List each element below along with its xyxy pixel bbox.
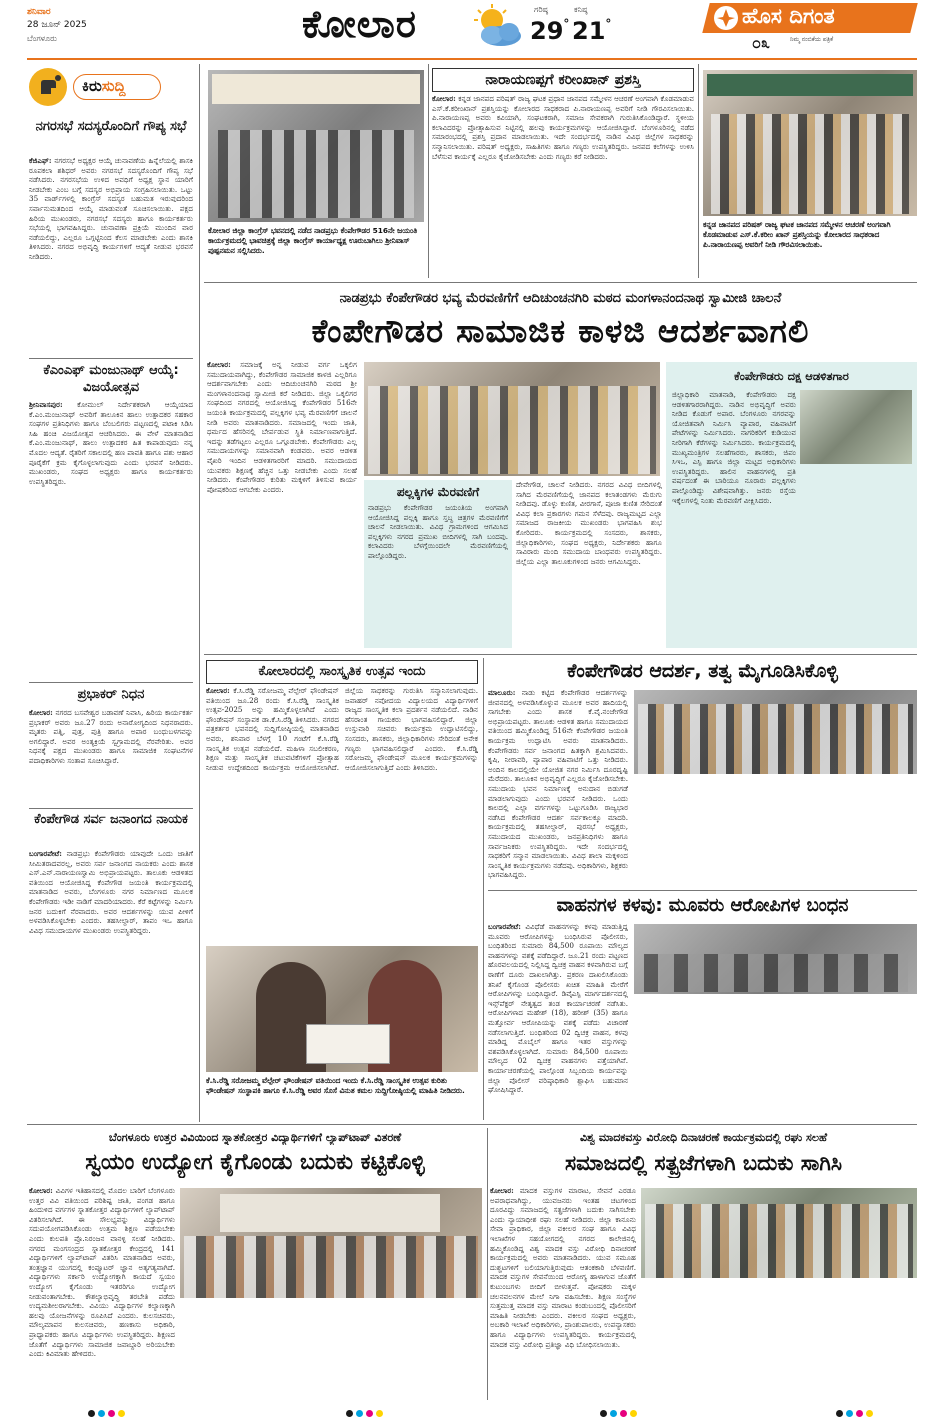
drugs-body-1 — [490, 1186, 636, 1398]
culture-body — [206, 686, 478, 940]
palanquin-box — [364, 480, 512, 648]
masthead-date: 28 ಜೂನ್ 2025 — [27, 20, 87, 30]
registration-dot — [630, 1410, 637, 1417]
laptop-body-1 — [29, 1186, 175, 1398]
brief-2-dateline: ಶ್ರೀನಿವಾಸಪುರ: — [29, 400, 63, 409]
column-rule — [483, 658, 484, 1120]
drugs-dateline: ಕೋಲಾರ: — [490, 1186, 514, 1195]
award-text: ಕನ್ನಡ ಜಾನಪದ ಪರಿಷತ್ ರಾಜ್ಯ ಘಟಕ ಪ್ರಧಾನ ಜಾನಪದ ಸಮ್ಮೇಳನ ಆಚರಣೆ ಅಂಗವಾಗಿ ಕೊಡಮಾಡುವ ಎಸ್.ಕೆ.ಕರೀಂಖಾನ್ ಪ್ರಶಸ್ತಿಯನ್ನು ಕೋಲಾರದ ಸಾಧಕರಾದ ಪಿ.ನಾರಾಯಣಪ್ಪ ಅವರಿಗೆ ನೀಡಿ ಗೌರವಿಸಲಾಯಿತು. ಪಿ.ನಾರಾಯಣಪ್ಪ ಅವರು ಕವಿಯಾಗಿ, ಸಂಘಟಕರಾಗಿ, ಸಮಾಜ ಸೇವಕರಾಗಿ ಗುರುತಿಸಿಕೊಂಡಿದ್ದಾರೆ. ಸ್ಥಳೀಯ ಕಲಾವಿದರನ್ನು ಪ್ರೋತ್ಸಾಹಿಸುವ ನಿಟ್ಟಿನಲ್ಲಿ ಹಲವು ಕಾರ್ಯಕ್ರಮಗಳನ್ನು ಆಯೋಜಿಸಿದ್ದಾರೆ. ಬೆಂಗಳೂರಿನಲ್ಲಿ ನಡೆದ ಸಮಾರಂಭದಲ್ಲಿ ಪ್ರಶಸ್ತಿ ಪ್ರದಾನ ಮಾಡಲಾಯಿತು. ಇದೇ ಸಂದರ್ಭದಲ್ಲಿ ನಾಡಿನ ವಿವಿಧ ಜಿಲ್ಲೆಗಳ ಸಾಧಕರನ್ನು ಸನ್ಮಾನಿಸಲಾಯಿತು. ಪರಿಷತ್ ಅಧ್ಯಕ್ಷರು, ಸಾಹಿತಿಗಳು ಹಾಗೂ ಗಣ್ಯರು ಉಪಸ್ಥಿತರಿದ್ದರು. ಜನಪದ ಕಲೆಗಳನ್ನು ಉಳಿಸಿ ಬೆಳೆಸುವ ಕಾರ್ಯಕ್ಕೆ ಎಲ್ಲರೂ ಕೈಜೋಡಿಸಬೇಕು ಎಂದು ಗಣ್ಯರು ಕರೆ ನೀಡಿದರು. — [432, 94, 694, 161]
brief-2 — [29, 362, 193, 674]
divider — [29, 808, 193, 809]
brief-1-dateline: ಕೆಜಿಎಫ್: — [29, 156, 52, 165]
people-graphic — [638, 704, 913, 774]
ideals-headline: ಕೆಂಪೇಗೌಡರ ಆದರ್ಶ, ತತ್ವ ಮೈಗೂಡಿಸಿಕೊಳ್ಳಿ — [567, 660, 838, 682]
laptop-dateline: ಕೋಲಾರ: — [29, 1186, 53, 1195]
lead-headline: ಕೆಂಪೇಗೌಡರ ಸಾಮಾಜಿಕ ಕಾಳಜಿ ಆದರ್ಶವಾಗಲಿ — [311, 312, 810, 350]
column-rule — [698, 64, 699, 278]
award-dateline: ಕೋಲಾರ: — [432, 94, 456, 103]
ideals-photo — [634, 690, 917, 774]
culture-photo — [206, 946, 478, 1072]
column-rule — [199, 64, 200, 1122]
paper-name: ಹೊಸ ದಿಗಂತ — [742, 4, 835, 28]
brief-4-body — [29, 849, 193, 1145]
section-rule — [204, 282, 917, 283]
drugs-body-2 — [641, 1284, 917, 1398]
kirusuddi-label-b: ಸುದ್ದಿ — [101, 77, 126, 95]
brief-2-text: ಕೋಮುಲ್ ನಿರ್ದೇಶಕರಾಗಿ ಆಯ್ಕೆಯಾದ ಕೆ.ಎಂ.ಮಂಜುನಾಥ್ ಅವರಿಗೆ ತಾಲೂಕಿನ ಹಾಲು ಉತ್ಪಾದಕರ ಸಹಕಾರ ಸಂಘಗಳ ಪ್ರತಿನಿಧಿಗಳು ಹಾಗೂ ಬೆಂಬಲಿಗರು ಪಟ್ಟಣದಲ್ಲಿ ಪಟಾಕಿ ಸಿಡಿಸಿ ಸಿಹಿ ಹಂಚಿ ವಿಜಯೋತ್ಸವ ಆಚರಿಸಿದರು. ಈ ವೇಳೆ ಮಾತನಾಡಿದ ಕೆ.ಎಂ.ಮಂಜುನಾಥ್, ಹಾಲು ಉತ್ಪಾದಕರ ಹಿತ ಕಾಪಾಡುವುದು ನನ್ನ ಮೊದಲ ಆದ್ಯತೆ. ರೈತರಿಗೆ ಸಕಾಲದಲ್ಲಿ ಹಣ ಪಾವತಿ ಹಾಗೂ ಪಶು ಆಹಾರ ಪೂರೈಕೆಗೆ ಕ್ರಮ ಕೈಗೊಳ್ಳಲಾಗುವುದು ಎಂದು ಭರವಸೆ ನೀಡಿದರು. ಮುಖಂಡರು, ಸಂಘದ ಅಧ್ಯಕ್ಷರು ಹಾಗೂ ಕಾರ್ಯಕರ್ತರು ಉಪಸ್ಥಿತರಿದ್ದರು. — [29, 400, 193, 486]
masthead — [0, 0, 945, 58]
lead-kicker: ನಾಡಪ್ರಭು ಕೆಂಪೇಗೌಡರ ಭವ್ಯ ಮೆರವಣಿಗೆಗೆ ಆದಿಚುಂಚನಗಿರಿ ಮಠದ ಮಂಗಳಾನಂದನಾಥ ಸ್ವಾಮೀಜಿ ಚಾಲನೆ — [339, 291, 782, 306]
brief-2-headline: ಕೆಎಂಎಫ್ ಮಂಜುನಾಥ್ ಆಯ್ಕೆ: ವಿಜಯೋತ್ಸವ — [43, 363, 179, 395]
section-rule — [488, 890, 917, 891]
vehicles-graphic — [644, 954, 908, 992]
palanquin-body: ನಾಡಪ್ರಭು ಕೆಂಪೇಗೌಡರ ಜಯಂತಿಯ ಅಂಗವಾಗಿ ಆಯೋಜಿಸಿದ್ದ ಪಲ್ಲಕ್ಕಿ ಹಾಗೂ ಸ್ತಬ್ಧ ಚಿತ್ರಗಳ ಮೆರವಣಿಗೆಗೆ ಚಾಲನೆ ನೀಡಲಾಯಿತು. ವಿವಿಧ ಗ್ರಾಮಗಳಿಂದ ಆಗಮಿಸಿದ ಪಲ್ಲಕ್ಕಿಗಳು ನಗರದ ಪ್ರಮುಖ ಬೀದಿಗಳಲ್ಲಿ ಸಾಗಿ ಬಂದವು. ಕಲಾವಿದರು ಬೆಳಗ್ಗೆಯಿಂದಲೇ ಮೆರವಣಿಗೆಯಲ್ಲಿ ಪಾಲ್ಗೊಂಡಿದ್ದರು. — [368, 503, 508, 560]
registration-dot — [118, 1410, 125, 1417]
theft-text: ವಿವಿಧೆಡೆ ವಾಹನಗಳನ್ನು ಕಳವು ಮಾಡುತ್ತಿದ್ದ ಮೂವರು ಆರೋಪಿಗಳನ್ನು ಬಂಧಿಸಿರುವ ಪೊಲೀಸರು, ಬಂಧಿತರಿಂದ ಸುಮಾರು 84,500 ರೂಪಾಯಿ ಮೌಲ್ಯದ ವಾಹನಗಳನ್ನು ವಶಕ್ಕೆ ಪಡೆದಿದ್ದಾರೆ. ಜೂ.21 ರಂದು ಪಟ್ಟಣದ ಹೊರವಲಯದಲ್ಲಿ ನಿಲ್ಲಿಸಿದ್ದ ದ್ವಿಚಕ್ರ ವಾಹನ ಕಳವಾಗಿರುವ ಬಗ್ಗೆ ಠಾಣೆಗೆ ದೂರು ದಾಖಲಾಗಿತ್ತು. ಪ್ರಕರಣ ದಾಖಲಿಸಿಕೊಂಡು ತನಿಖೆ ಕೈಗೊಂಡ ಪೊಲೀಸರು ಖಚಿತ ಮಾಹಿತಿ ಮೇರೆಗೆ ಆರೋಪಿಗಳನ್ನು ಬಂಧಿಸಿದ್ದಾರೆ. ಡಿವೈಎಸ್ಪಿ ಮಾರ್ಗದರ್ಶನದಲ್ಲಿ ಇನ್ಸ್‌ಪೆಕ್ಟರ್ ನೇತೃತ್ವದ ತಂಡ ಕಾರ್ಯಾಚರಣೆ ನಡೆಸಿತು. ಆರೋಪಿಗಳಾದ ಮಹೇಶ್ (18), ಹರೀಶ್ (35) ಹಾಗೂ ಮತ್ತೋರ್ವ ಆರೋಪಿಯನ್ನು ವಶಕ್ಕೆ ಪಡೆದು ವಿಚಾರಣೆ ನಡೆಸಲಾಗುತ್ತಿದೆ. ಬಂಧಿತರಿಂದ 02 ದ್ವಿಚಕ್ರ ವಾಹನ, ಕಳವು ಮಾಡಿದ್ದ ಮೊಬೈಲ್ ಹಾಗೂ ಇತರ ವಸ್ತುಗಳನ್ನು ವಶಪಡಿಸಿಕೊಳ್ಳಲಾಗಿದೆ. ಸುಮಾರು 84,500 ರೂಪಾಯಿ ಮೌಲ್ಯದ 02 ದ್ವಿಚಕ್ರ ವಾಹನಗಳು ಪತ್ತೆಯಾಗಿವೆ. ಕಾರ್ಯಾಚರಣೆಯಲ್ಲಿ ಪಾಲ್ಗೊಂಡ ಸಿಬ್ಬಂದಿಯ ಕಾರ್ಯವನ್ನು ಜಿಲ್ಲಾ ಪೊಲೀಸ್ ವರಿಷ್ಠಾಧಿಕಾರಿ ಶ್ಲಾಘಿಸಿ ಬಹುಮಾನ ಘೋಷಿಸಿದ್ದಾರೆ. — [488, 922, 628, 1095]
page-number: ೦೩ — [752, 33, 770, 52]
sidebar-body-cont — [800, 470, 912, 644]
theft-photo — [634, 924, 917, 994]
masthead-day: ಶನಿವಾರ — [27, 7, 51, 17]
max-temp — [530, 17, 569, 45]
paper-logo-emblem — [714, 6, 738, 30]
brief-3-headline: ಪ್ರಭಾಕರ್ ನಿಧನ — [77, 687, 145, 702]
degree-mark: ° — [563, 17, 570, 31]
lead-sidebar — [666, 362, 917, 648]
brief-1-headline: ನಗರಸಭೆ ಸದಸ್ಯರೊಂದಿಗೆ ಗೌಪ್ಯ ಸಭೆ — [35, 119, 187, 134]
culture-headline: ಕೋಲಾರದಲ್ಲಿ ಸಾಂಸ್ಕೃತಿಕ ಉತ್ಸವ ಇಂದು — [206, 660, 478, 684]
brief-4 — [29, 811, 193, 1145]
brief-4-text: ನಾಡಪ್ರಭು ಕೆಂಪೇಗೌಡರು ಯಾವುದೇ ಒಂದು ಜಾತಿಗೆ ಸೀಮಿತರಾದವರಲ್ಲ, ಅವರು ಸರ್ವ ಜನಾಂಗದ ನಾಯಕರು ಎಂದು ಶಾಸಕ ಎಸ್.ಎನ್.ನಾರಾಯಣಸ್ವಾಮಿ ಅಭಿಪ್ರಾಯಪಟ್ಟರು. ತಾಲೂಕು ಆಡಳಿತದ ವತಿಯಿಂದ ಆಯೋಜಿಸಿದ್ದ ಕೆಂಪೇಗೌಡ ಜಯಂತಿ ಕಾರ್ಯಕ್ರಮದಲ್ಲಿ ಮಾತನಾಡಿದ ಅವರು, ಬೆಂಗಳೂರು ನಗರ ನಿರ್ಮಾಣದ ಮೂಲಕ ಕೆಂಪೇಗೌಡರು ಇಡೀ ನಾಡಿಗೆ ಮಾದರಿಯಾದರು. ಕೆರೆ ಕಟ್ಟೆಗಳನ್ನು ನಿರ್ಮಿಸಿ ಜನರ ಬದುಕಿಗೆ ನೆರವಾದರು. ಅವರ ಆದರ್ಶಗಳನ್ನು ಯುವ ಪೀಳಿಗೆ ಅಳವಡಿಸಿಕೊಳ್ಳಬೇಕು ಎಂದರು. ತಹಸೀಲ್ದಾರ್, ತಾಪಂ ಇಒ ಹಾಗೂ ವಿವಿಧ ಸಮುದಾಯಗಳ ಮುಖಂಡರು ಉಪಸ್ಥಿತರಿದ್ದರು. — [29, 849, 193, 935]
registration-dot — [856, 1410, 863, 1417]
hand-icon — [29, 68, 67, 106]
min-temp — [572, 17, 611, 45]
brief-3-dateline: ಕೋಲಾರ: — [29, 708, 53, 717]
sidebar-photo — [800, 390, 912, 464]
divider — [29, 682, 193, 683]
degree-mark: ° — [605, 17, 612, 31]
people-graphic — [645, 1204, 913, 1278]
brief-3-body — [29, 708, 193, 828]
people-graphic — [184, 1236, 478, 1298]
drugs-text: ಮಾದಕ ವಸ್ತುಗಳ ಮಾರಾಟ, ಸೇವನೆ ಎರಡೂ ಅಪರಾಧವಾಗಿದ್ದು, ಯುವಜನರು ಇಂತಹ ಚಟಗಳಿಂದ ದೂರವಿದ್ದು ಸಮಾಜದಲ್ಲಿ ಸತ್ಪ್ರಜೆಗಳಾಗಿ ಬದುಕು ಸಾಗಿಸಬೇಕು ಎಂದು ನ್ಯಾಯಾಧೀಶ ರಘು ಸಲಹೆ ನೀಡಿದರು. ಜಿಲ್ಲಾ ಕಾನೂನು ಸೇವಾ ಪ್ರಾಧಿಕಾರ, ಜಿಲ್ಲಾ ವಕೀಲರ ಸಂಘ ಹಾಗೂ ವಿವಿಧ ಇಲಾಖೆಗಳ ಸಹಯೋಗದಲ್ಲಿ ನಗರದ ಕಾಲೇಜಿನಲ್ಲಿ ಹಮ್ಮಿಕೊಂಡಿದ್ದ ವಿಶ್ವ ಮಾದಕ ವಸ್ತು ವಿರೋಧಿ ದಿನಾಚರಣೆ ಕಾರ್ಯಕ್ರಮದಲ್ಲಿ ಅವರು ಮಾತನಾಡಿದರು. ಯುವ ಸಮೂಹ ದುಶ್ಚಟಗಳಿಗೆ ಬಲಿಯಾಗುತ್ತಿರುವುದು ಆತಂಕಕಾರಿ ಬೆಳವಣಿಗೆ. ಮಾದಕ ವಸ್ತುಗಳ ಸೇವನೆಯಿಂದ ಆರೋಗ್ಯ ಹಾಳಾಗುವ ಜೊತೆಗೆ ಕುಟುಂಬಗಳು ಬೀದಿಗೆ ಬೀಳುತ್ತವೆ. ಪೋಷಕರು ಮಕ್ಕಳ ಚಲನವಲನಗಳ ಮೇಲೆ ನಿಗಾ ವಹಿಸಬೇಕು. ಶಿಕ್ಷಣ ಸಂಸ್ಥೆಗಳ ಸುತ್ತಮುತ್ತ ಮಾದಕ ವಸ್ತು ಮಾರಾಟ ಕಂಡುಬಂದಲ್ಲಿ ಪೊಲೀಸರಿಗೆ ಮಾಹಿತಿ ನೀಡಬೇಕು ಎಂದರು. ವಕೀಲರ ಸಂಘದ ಅಧ್ಯಕ್ಷರು, ಅಬಕಾರಿ ಇಲಾಖೆ ಅಧಿಕಾರಿಗಳು, ಪ್ರಾಂಶುಪಾಲರು, ಉಪನ್ಯಾಸಕರು ಹಾಗೂ ವಿದ್ಯಾರ್ಥಿಗಳು ಉಪಸ್ಥಿತರಿದ್ದರು. ಕಾರ್ಯಕ್ರಮದಲ್ಲಿ ಮಾದಕ ವಸ್ತು ವಿರೋಧಿ ಪ್ರತಿಜ್ಞಾ ವಿಧಿ ಬೋಧಿಸಲಾಯಿತು. — [490, 1186, 636, 1349]
min-temp-value: 21 — [572, 17, 606, 45]
drugs-photo — [641, 1188, 917, 1278]
registration-dot — [108, 1410, 115, 1417]
registration-dot — [366, 1410, 373, 1417]
section-rule — [204, 654, 917, 655]
section-rule — [27, 1124, 917, 1125]
brief-1-text: ನಗರಸಭೆ ಅಧ್ಯಕ್ಷರ ಆಯ್ಕೆ ಚುನಾವಣೆಯ ಹಿನ್ನೆಲೆಯಲ್ಲಿ ಶಾಸಕಿ ರೂಪಕಲಾ ಶಶಿಧರ್ ಅವರು ನಗರಸಭೆ ಸದಸ್ಯರೊಂದಿಗೆ ಗೌಪ್ಯ ಸಭೆ ನಡೆಸಿದರು. ನಗರಸಭೆಯ ಉಳಿದ ಅವಧಿಗೆ ಅಧ್ಯಕ್ಷ ಸ್ಥಾನ ಯಾರಿಗೆ ನೀಡಬೇಕು ಎಂಬ ಬಗ್ಗೆ ಸದಸ್ಯರ ಅಭಿಪ್ರಾಯ ಸಂಗ್ರಹಿಸಲಾಯಿತು. ಒಟ್ಟು 35 ವಾರ್ಡ್‌ಗಳಲ್ಲಿ ಕಾಂಗ್ರೆಸ್ ಸದಸ್ಯರ ಬಹುಮತ ಇರುವುದರಿಂದ ಸರ್ವಾನುಮತದಿಂದ ಆಯ್ಕೆ ಮಾಡುವಂತೆ ಸೂಚಿಸಲಾಯಿತು. ಪಕ್ಷದ ಹಿರಿಯ ಮುಖಂಡರು, ನಗರಸಭೆ ಸದಸ್ಯರು ಹಾಗೂ ಕಾರ್ಯಕರ್ತರು ಸಭೆಯಲ್ಲಿ ಭಾಗವಹಿಸಿದ್ದರು. ಚುನಾವಣಾ ಪ್ರಕ್ರಿಯೆ ಮುಂದಿನ ವಾರ ನಡೆಯಲಿದ್ದು, ಎಲ್ಲರೂ ಒಗ್ಗಟ್ಟಿನಿಂದ ಕೆಲಸ ಮಾಡಬೇಕು ಎಂದು ಶಾಸಕಿ ತಿಳಿಸಿದರು. ನಗರದ ಅಭಿವೃದ್ಧಿ ಕಾರ್ಯಗಳಿಗೆ ಆದ್ಯತೆ ನೀಡುವ ಭರವಸೆ ನೀಡಿದರು. — [29, 156, 193, 261]
lead-body-1 — [207, 360, 357, 648]
banner-graphic — [220, 1194, 440, 1232]
edition-title: ಕೋಲಾರ — [302, 2, 417, 46]
sidebar-body: ಜಿಲ್ಲಾಧಿಕಾರಿ ಮಾತನಾಡಿ, ಕೆಂಪೇಗೌಡರು ದಕ್ಷ ಆಡಳಿತಗಾರರಾಗಿದ್ದರು. ನಾಡಿನ ಅಭಿವೃದ್ಧಿಗೆ ಅವರು ನೀಡಿದ ಕೊಡುಗೆ ಅಪಾರ. ಬೆಂಗಳೂರು ನಗರವನ್ನು ಯೋಜಿತವಾಗಿ ನಿರ್ಮಿಸಿ ವ್ಯಾಪಾರ, ವಹಿವಾಟಿಗೆ ಪೇಟೆಗಳನ್ನು ನಿರ್ಮಿಸಿದರು. ನಾಗರಿಕರಿಗೆ ಕುಡಿಯುವ ನೀರಿಗಾಗಿ ಕೆರೆಗಳನ್ನು ನಿರ್ಮಿಸಿದರು. ಕಾರ್ಯಕ್ರಮದಲ್ಲಿ ಮುಖ್ಯಮಂತ್ರಿಗಳ ಸಲಹೆಗಾರರು, ಶಾಸಕರು, ಜಿಪಂ ಸಿಇಒ, ಎಸ್ಪಿ ಹಾಗೂ ಜಿಲ್ಲಾ ಮಟ್ಟದ ಅಧಿಕಾರಿಗಳು ಉಪಸ್ಥಿತರಿದ್ದರು. ಹಾಲಿನ ವಾಹನಗಳಲ್ಲಿ ಪ್ರತಿ ವರ್ಷದಂತೆ ಈ ಬಾರಿಯೂ ನೂರಾರು ಪಲ್ಲಕ್ಕಿಗಳು ಪಾಲ್ಗೊಂಡಿದ್ದು ವಿಶೇಷವಾಗಿತ್ತು. ಜನರು ರಸ್ತೆಯ ಇಕ್ಕೆಲಗಳಲ್ಲಿ ನಿಂತು ಮೆರವಣಿಗೆ ವೀಕ್ಷಿಸಿದರು. — [672, 390, 796, 505]
laptop-body-2 — [180, 1304, 482, 1398]
banner-graphic — [707, 74, 913, 96]
lead-text-1: ಸಮಾಜಕ್ಕೆ ಅನ್ನ ನೀಡುವ ವರ್ಗ ಒಕ್ಕಲಿಗ ಸಮುದಾಯವಾಗಿದ್ದು, ಕೆಂಪೇಗೌಡರ ಸಾಮಾಜಿಕ ಕಾಳಜಿ ಎಲ್ಲರಿಗೂ ಆದರ್ಶವಾಗಬೇಕು ಎಂದು ಆದಿಚುಂಚನಗಿರಿ ಮಠದ ಶ್ರೀ ಮಂಗಳಾನಂದನಾಥ ಸ್ವಾಮೀಜಿ ಕರೆ ನೀಡಿದರು. ಜಿಲ್ಲಾ ಒಕ್ಕಲಿಗರ ಸಂಘದಿಂದ ನಗರದಲ್ಲಿ ಆಯೋಜಿಸಿದ್ದ ಕೆಂಪೇಗೌಡರ 516ನೇ ಜಯಂತಿ ಕಾರ್ಯಕ್ರಮದಲ್ಲಿ ಪಲ್ಲಕ್ಕಿಗಳ ಭವ್ಯ ಮೆರವಣಿಗೆಗೆ ಚಾಲನೆ ನೀಡಿ ಅವರು ಮಾತನಾಡಿದರು. ಸಮಾಜದಲ್ಲಿ ಇಂದು ಜಾತಿ, ಧರ್ಮದ ಹೆಸರಿನಲ್ಲಿ ಬೇರ್ಪಡುವ ಸ್ಥಿತಿ ನಿರ್ಮಾಣವಾಗುತ್ತಿದೆ. ಇದನ್ನು ತಡೆಗಟ್ಟಲು ಎಲ್ಲರೂ ಒಗ್ಗೂಡಬೇಕು. ಕೆಂಪೇಗೌಡರು ಎಲ್ಲ ಸಮುದಾಯಗಳನ್ನು ಸಮಾನವಾಗಿ ಕಂಡವರು. ಅವರ ಆಡಳಿತ ವೈಖರಿ ಇಂದಿನ ಆಡಳಿತಗಾರರಿಗೆ ಮಾದರಿ. ಸಮುದಾಯದ ಯುವಕರು ಶಿಕ್ಷಣಕ್ಕೆ ಹೆಚ್ಚಿನ ಒತ್ತು ನೀಡಬೇಕು ಎಂದು ಸಲಹೆ ನೀಡಿದರು. ಕೆಂಪೇಗೌಡರ ಕುರಿತು ಮಕ್ಕಳಿಗೆ ತಿಳಿಸುವ ಕಾರ್ಯ ಪೋಷಕರಿಂದ ಆಗಬೇಕು ಎಂದರು. — [207, 360, 357, 494]
laptop-kicker: ಬೆಂಗಳೂರು ಉತ್ತರ ವಿವಿಯಿಂದ ಸ್ನಾತಕೋತ್ತರ ವಿದ್ಯಾರ್ಥಿಗಳಿಗೆ ಲ್ಯಾಪ್‌ಟಾಪ್ ವಿತರಣೆ — [108, 1131, 402, 1144]
sidebar-heading: ಕೆಂಪೇಗೌಡರು ದಕ್ಷ ಆಡಳಿತಗಾರ — [734, 369, 849, 383]
drugs-headline: ಸಮಾಜದಲ್ಲಿ ಸತ್ಪ್ರಜೆಗಳಾಗಿ ಬದುಕು ಸಾಗಿಸಿ — [565, 1151, 842, 1175]
weather-icon — [470, 4, 526, 50]
column-rule — [428, 64, 429, 278]
registration-dot — [346, 1410, 353, 1417]
brief-4-headline: ಕೆಂಪೇಗೌಡ ಸರ್ವ ಜನಾಂಗದ ನಾಯಕ — [34, 812, 188, 827]
award-photo — [703, 70, 917, 216]
people-graphic — [368, 386, 656, 474]
registration-dot — [88, 1410, 95, 1417]
culture-dateline: ಕೋಲಾರ: — [206, 686, 230, 695]
kirusuddi-label-a: ಕಿರು — [82, 77, 102, 95]
theft-body-2 — [634, 998, 917, 1118]
theft-dateline: ಬಂಗಾರಪೇಟೆ: — [488, 922, 521, 931]
max-temp-label: ಗರಿಷ್ಠ — [534, 5, 548, 14]
masthead-rule — [27, 58, 917, 60]
ideals-dateline: ಮಾಲೂರು: — [488, 688, 516, 697]
brief-1 — [29, 118, 193, 354]
brief-1-body — [29, 156, 193, 354]
registration-dot — [620, 1410, 627, 1417]
award-body — [432, 94, 694, 272]
theft-headline: ವಾಹನಗಳ ಕಳವು: ಮೂವರು ಆರೋಪಿಗಳ ಬಂಧನ — [556, 895, 849, 916]
laptop-text: ವಿವಿಗಳ ಇತಿಹಾಸದಲ್ಲಿ ಮೊದಲ ಬಾರಿಗೆ ಬೆಂಗಳೂರು ಉತ್ತರ ವಿವಿ ವತಿಯಿಂದ ಪರಿಶಿಷ್ಟ ಜಾತಿ, ಪಂಗಡ ಹಾಗೂ ಹಿಂದುಳಿದ ವರ್ಗಗಳ ಸ್ನಾತಕೋತ್ತರ ವಿದ್ಯಾರ್ಥಿಗಳಿಗೆ ಲ್ಯಾಪ್‌ಟಾಪ್ ವಿತರಿಸಲಾಗಿದೆ. ಈ ಸೌಲಭ್ಯವನ್ನು ವಿದ್ಯಾರ್ಥಿಗಳು ಸದುಪಯೋಗಪಡಿಸಿಕೊಂಡು ಉತ್ತಮ ಶಿಕ್ಷಣ ಪಡೆಯಬೇಕು ಎಂದು ಕುಲಪತಿ ಪ್ರೊ.ನಿರಂಜನ ವಾನಳ್ಳಿ ಸಲಹೆ ನೀಡಿದರು. ನಗರದ ಮಂಗಸಂದ್ರದ ಸ್ನಾತಕೋತ್ತರ ಕೇಂದ್ರದಲ್ಲಿ 141 ವಿದ್ಯಾರ್ಥಿಗಳಿಗೆ ಲ್ಯಾಪ್‌ಟಾಪ್ ವಿತರಿಸಿ ಮಾತನಾಡಿದ ಅವರು, ತಂತ್ರಜ್ಞಾನ ಯುಗದಲ್ಲಿ ಕಂಪ್ಯೂಟರ್ ಜ್ಞಾನ ಅತ್ಯಗತ್ಯವಾಗಿದೆ. ವಿದ್ಯಾರ್ಥಿಗಳು ಸರ್ಕಾರಿ ಉದ್ಯೋಗಕ್ಕಾಗಿ ಕಾಯದೆ ಸ್ವಯಂ ಉದ್ಯೋಗ ಕೈಗೊಂಡು ಇತರರಿಗೂ ಉದ್ಯೋಗ ನೀಡುವಂತಾಗಬೇಕು. ಕೌಶಲ್ಯಾಭಿವೃದ್ಧಿ ತರಬೇತಿ ಪಡೆದು ಉದ್ಯಮಶೀಲರಾಗಬೇಕು. ವಿವಿಯು ವಿದ್ಯಾರ್ಥಿಗಳ ಕಲ್ಯಾಣಕ್ಕಾಗಿ ಹಲವು ಯೋಜನೆಗಳನ್ನು ರೂಪಿಸಿದೆ ಎಂದರು. ಕುಲಸಚಿವರು, ಮೌಲ್ಯಮಾಪನ ಕುಲಸಚಿವರು, ಹಣಕಾಸು ಅಧಿಕಾರಿ, ಪ್ರಾಧ್ಯಾಪಕರು ಹಾಗೂ ವಿದ್ಯಾರ್ಥಿಗಳು ಉಪಸ್ಥಿತರಿದ್ದರು. ಶಿಕ್ಷಣದ ಜೊತೆಗೆ ವಿದ್ಯಾರ್ಥಿಗಳು ಸಾಮಾಜಿಕ ಜವಾಬ್ದಾರಿ ಅರಿಯಬೇಕು ಎಂದು ಕಿವಿಮಾತು ಹೇಳಿದರು. — [29, 1186, 175, 1359]
congress-photo-caption: ಕೋಲಾರ ಜಿಲ್ಲಾ ಕಾಂಗ್ರೆಸ್ ಭವನದಲ್ಲಿ ನಡೆದ ನಾಡಪ್ರಭು ಕೆಂಪೇಗೌಡರ 516ನೇ ಜಯಂತಿ ಕಾರ್ಯಕ್ರಮದಲ್ಲಿ ಭಾವಚಿತ್ರಕ್ಕೆ ಜಿಲ್ಲಾ ಕಾಂಗ್ರೆಸ್ ಕಾರ್ಯಾಧ್ಯಕ್ಷ ಊರುಬಾಗಿಲು ಶ್ರೀನಿವಾಸ್ ಪುಷ್ಪನಮನ ಸಲ್ಲಿಸಿದರು. — [208, 226, 418, 255]
banner-graphic — [212, 74, 420, 104]
congress-photo — [208, 70, 424, 222]
ideals-text: ನಾಡು ಕಟ್ಟಿದ ಕೆಂಪೇಗೌಡರ ಆದರ್ಶಗಳನ್ನು ಜೀವನದಲ್ಲಿ ಅಳವಡಿಸಿಕೊಳ್ಳುವ ಮೂಲಕ ಅವರ ಹಾದಿಯಲ್ಲಿ ಸಾಗಬೇಕು ಎಂದು ಶಾಸಕ ಕೆ.ವೈ.ನಂಜೇಗೌಡ ಅಭಿಪ್ರಾಯಪಟ್ಟರು. ತಾಲೂಕು ಆಡಳಿತ ಹಾಗೂ ಸಮುದಾಯದ ವತಿಯಿಂದ ಹಮ್ಮಿಕೊಂಡಿದ್ದ 516ನೇ ಕೆಂಪೇಗೌಡರ ಜಯಂತಿ ಕಾರ್ಯಕ್ರಮ ಉದ್ಘಾಟಿಸಿ ಅವರು ಮಾತನಾಡಿದರು. ಕೆಂಪೇಗೌಡರು ಸರ್ವ ಜನಾಂಗದ ಹಿತಕ್ಕಾಗಿ ಶ್ರಮಿಸಿದವರು. ಕೃಷಿ, ನೀರಾವರಿ, ವ್ಯಾಪಾರ ವಹಿವಾಟಿಗೆ ಒತ್ತು ನೀಡಿದರು. ಅಂದಿನ ಕಾಲದಲ್ಲಿಯೇ ಯೋಜಿತ ನಗರ ನಿರ್ಮಿಸಿ ದೂರದೃಷ್ಟಿ ಮೆರೆದರು. ತಾಲೂಕಿನ ಅಭಿವೃದ್ಧಿಗೆ ಎಲ್ಲರೂ ಕೈಜೋಡಿಸಬೇಕು. ಸಮುದಾಯ ಭವನ ನಿರ್ಮಾಣಕ್ಕೆ ಅನುದಾನ ಬಿಡುಗಡೆ ಮಾಡಲಾಗುವುದು ಎಂದು ಭರವಸೆ ನೀಡಿದರು. ಒಂದು ಕಾಲದಲ್ಲಿ ಎಲ್ಲಾ ವರ್ಗಗಳನ್ನು ಒಟ್ಟುಗೂಡಿಸಿ ರಾಜ್ಯಭಾರ ನಡೆಸಿದ ಕೆಂಪೇಗೌಡರ ಆದರ್ಶ ಸರ್ವಕಾಲಕ್ಕೂ ಮಾದರಿ. ಕಾರ್ಯಕ್ರಮದಲ್ಲಿ ತಹಸೀಲ್ದಾರ್, ಪುರಸಭೆ ಅಧ್ಯಕ್ಷರು, ಸಮುದಾಯದ ಮುಖಂಡರು, ಜನಪ್ರತಿನಿಧಿಗಳು ಹಾಗೂ ಸಾರ್ವಜನಿಕರು ಉಪಸ್ಥಿತರಿದ್ದರು. ಇದೇ ಸಂದರ್ಭದಲ್ಲಿ ಸಾಧಕರಿಗೆ ಸನ್ಮಾನ ಮಾಡಲಾಯಿತು. ವಿವಿಧ ಶಾಲಾ ಮಕ್ಕಳಿಂದ ಸಾಂಸ್ಕೃತಿಕ ಕಾರ್ಯಕ್ರಮಗಳು ನಡೆದವು. ಅಧಿಕಾರಿಗಳು, ಶಿಕ್ಷಕರು ಭಾಗವಹಿಸಿದ್ದರು. — [488, 688, 628, 880]
certificate-graphic — [306, 1024, 390, 1064]
registration-dot — [98, 1410, 105, 1417]
ideals-body-1 — [488, 688, 628, 884]
kirusuddi-label — [73, 74, 161, 100]
theft-body-1 — [488, 922, 628, 1118]
registration-dot — [356, 1410, 363, 1417]
lead-body-2: ದೇವೇಗೌಡ, ಚಾಲನೆ ನೀಡಿದರು. ನಗರದ ವಿವಿಧ ಬೀದಿಗಳಲ್ಲಿ ಸಾಗಿದ ಮೆರವಣಿಗೆಯಲ್ಲಿ ಜಾನಪದ ಕಲಾತಂಡಗಳು ಮೆರುಗು ನೀಡಿದವು. ಡೊಳ್ಳು ಕುಣಿತ, ವೀರಗಾಸೆ, ಪೂಜಾ ಕುಣಿತ ಸೇರಿದಂತೆ ವಿವಿಧ ಕಲಾ ಪ್ರಕಾರಗಳು ಗಮನ ಸೆಳೆದವು. ರಾಜ್ಯಮಟ್ಟದ ಎಲ್ಲಾ ಸಮಾಜದ ರಾಜಕೀಯ ಮುಖಂಡರು ಭಾಗವಹಿಸಿ ಶುಭ ಕೋರಿದರು. ಕಾರ್ಯಕ್ರಮದಲ್ಲಿ ಸಂಸದರು, ಶಾಸಕರು, ಜಿಲ್ಲಾಧಿಕಾರಿಗಳು, ಸಂಘದ ಅಧ್ಯಕ್ಷರು, ನಿರ್ದೇಶಕರು ಹಾಗೂ ಸಾವಿರಾರು ಮಂದಿ ಸಮುದಾಯ ಬಾಂಧವರು ಉಪಸ್ಥಿತರಿದ್ದರು. ಜಿಲ್ಲೆಯ ಎಲ್ಲಾ ತಾಲೂಕುಗಳಿಂದ ಜನರು ಆಗಮಿಸಿದ್ದರು. — [516, 480, 662, 566]
lead-dateline: ಕೋಲಾರ: — [207, 360, 231, 369]
people-graphic — [711, 114, 909, 214]
registration-dot — [600, 1410, 607, 1417]
culture-text: ಕೆ.ಸಿ.ರೆಡ್ಡಿ ಸರೋಜಮ್ಮ ವೆಲ್ಪೇರ್ ಫೌಂಡೇಷನ್ ವತಿಯಿಂದ ಜೂ.28 ರಂದು ಕೆ.ಸಿ.ರೆಡ್ಡಿ ಸಾಂಸ್ಕೃತಿಕ ಉತ್ಸವ-2025 ಅನ್ನು ಹಮ್ಮಿಕೊಳ್ಳಲಾಗಿದೆ ಎಂದು ಫೌಂಡೇಷನ್ ಸಂಸ್ಥಾಪಕ ಡಾ.ಕೆ.ಸಿ.ರೆಡ್ಡಿ ತಿಳಿಸಿದರು. ನಗರದ ಪತ್ರಕರ್ತರ ಭವನದಲ್ಲಿ ಸುದ್ದಿಗೋಷ್ಠಿಯಲ್ಲಿ ಮಾತನಾಡಿದ ಅವರು, ಶನಿವಾರ ಬೆಳಗ್ಗೆ 10 ಗಂಟೆಗೆ ಕೆ.ಸಿ.ರೆಡ್ಡಿ ಸಾಂಸ್ಕೃತಿಕ ಉತ್ಸವ ನಡೆಯಲಿದೆ. ಮಹಿಳಾ ಸಬಲೀಕರಣ, ಶಿಕ್ಷಣ ಮತ್ತು ಸಾಂಸ್ಕೃತಿಕ ಚಟುವಟಿಕೆಗಳಿಗೆ ಪ್ರೋತ್ಸಾಹ ನೀಡುವ ಉದ್ದೇಶದಿಂದ ಕಾರ್ಯಕ್ರಮ ಆಯೋಜಿಸಲಾಗಿದೆ. ಜಿಲ್ಲೆಯ ಸಾಧಕರನ್ನು ಗುರುತಿಸಿ ಸನ್ಮಾನಿಸಲಾಗುವುದು. ಜವಾಹರ್ ನವೋದಯ ವಿದ್ಯಾಲಯದ ವಿದ್ಯಾರ್ಥಿಗಳಿಗೆ ರಾಜ್ಯದ ಸಾಂಸ್ಕೃತಿಕ ಕಲಾ ಪ್ರದರ್ಶನ ನಡೆಯಲಿದೆ. ನಾಡಿನ ಹೆಸರಾಂತ ಗಾಯಕರು ಭಾಗವಹಿಸಲಿದ್ದಾರೆ. ಜಿಲ್ಲಾ ಉಸ್ತುವಾರಿ ಸಚಿವರು ಕಾರ್ಯಕ್ರಮ ಉದ್ಘಾಟಿಸಲಿದ್ದು, ಸಂಸದರು, ಶಾಸಕರು, ಜಿಲ್ಲಾಧಿಕಾರಿಗಳು ಸೇರಿದಂತೆ ಅನೇಕ ಗಣ್ಯರು ಭಾಗವಹಿಸಲಿದ್ದಾರೆ ಎಂದರು. ಕೆ.ಸಿ.ರೆಡ್ಡಿ ಸರೋಜಮ್ಮ ಫೌಂಡೇಷನ್ ಮೂಲಕ ಕಾರ್ಯಕ್ರಮಗಳನ್ನು ಆಯೋಜಿಸಲಾಗುತ್ತಿದೆ ಎಂದು ತಿಳಿಸಿದರು. — [206, 686, 478, 772]
drugs-kicker: ವಿಶ್ವ ಮಾದಕವಸ್ತು ವಿರೋಧಿ ದಿನಾಚರಣೆ ಕಾರ್ಯಕ್ರಮದಲ್ಲಿ ರಘು ಸಲಹೆ — [579, 1131, 828, 1144]
registration-dot — [610, 1410, 617, 1417]
brief-2-body — [29, 400, 193, 674]
brief-4-dateline: ಬಂಗಾರಪೇಟೆ: — [29, 849, 62, 858]
registration-dot — [866, 1410, 873, 1417]
registration-dot — [846, 1410, 853, 1417]
registration-dot — [376, 1410, 383, 1417]
paper-tagline: ನಿಮ್ಮ ನಂಬಿಕೆಯ ಪತ್ರಿಕೆ — [790, 36, 834, 43]
award-photo-caption: ಕನ್ನಡ ಜಾನಪದ ಪರಿಷತ್ ರಾಜ್ಯ ಘಟಕ ಜಾನಪದ ಸಮ್ಮೇಳನ ಆಚರಣೆ ಅಂಗವಾಗಿ ಕೊಡಮಾಡುವ ಎಸ್.ಕೆ.ಕರೀಂ ಖಾನ್ ಪ್ರಶಸ್ತಿಯನ್ನು ಕೋಲಾರದ ಸಾಧಕರಾದ ಪಿ.ನಾರಾಯಣಪ್ಪ ಅವರಿಗೆ ನೀಡಿ ಗೌರವಿಸಲಾಯಿತು. — [703, 220, 891, 249]
ideals-body-2 — [634, 778, 917, 884]
people-graphic — [218, 130, 414, 218]
registration-dot — [836, 1410, 843, 1417]
award-headline: ನಾರಾಯಣಪ್ಪಗೆ ಕರೀಂಖಾನ್ ಪ್ರಶಸ್ತಿ — [432, 68, 694, 92]
culture-photo-caption: ಕೆ.ಸಿ.ರೆಡ್ಡಿ ಸರೋಜಮ್ಮ ವೆಲ್ಪೇರ್ ಫೌಂಡೇಷನ್ ವತಿಯಿಂದ ಇಂದು ಕೆ.ಸಿ.ರೆಡ್ಡಿ ಸಾಂಸ್ಕೃತಿಕ ಉತ್ಸವ ಕುರಿತು ಫೌಂಡೇಷನ್ ಸಂಸ್ಥಾಪಕಿ ಹಾಗೂ ಕೆ.ಸಿ.ರೆಡ್ಡಿ ಅವರ ಸೊಸೆ ವಿನುತ ಕಮಲ ಸುದ್ದಿಗೋಷ್ಠಿಯಲ್ಲಿ ಮಾಹಿತಿ ನೀಡಿದರು. — [206, 1076, 465, 1095]
brief-3 — [29, 686, 193, 828]
lead-photo — [364, 362, 660, 476]
max-temp-value: 29 — [530, 17, 564, 45]
column-rule — [487, 1128, 488, 1400]
palanquin-heading: ಪಲ್ಲಕ್ಕಿಗಳ ಮೆರವಣಿಗೆ — [396, 485, 480, 499]
min-temp-label: ಕನಿಷ್ಠ — [574, 5, 588, 14]
divider — [29, 358, 193, 359]
kirusuddi-badge — [29, 68, 163, 106]
laptop-headline: ಸ್ವಯಂ ಉದ್ಯೋಗ ಕೈಗೊಂಡು ಬದುಕು ಕಟ್ಟಿಕೊಳ್ಳಿ — [85, 1150, 425, 1175]
brief-3-text: ನಗರದ ಬಸವೇಶ್ವರ ಬಡಾವಣೆ ನಿವಾಸಿ, ಹಿರಿಯ ಕಾರ್ಯಕರ್ತ ಪ್ರಭಾಕರ್ ಅವರು ಜೂ.27 ರಂದು ಅನಾರೋಗ್ಯದಿಂದ ನಿಧನರಾದರು. ಮೃತರು ಪತ್ನಿ, ಪುತ್ರ, ಪುತ್ರಿ ಹಾಗೂ ಅಪಾರ ಬಂಧುಬಳಗವನ್ನು ಅಗಲಿದ್ದಾರೆ. ಅವರ ಅಂತ್ಯಕ್ರಿಯೆ ಸ್ವಗ್ರಾಮದಲ್ಲಿ ನೆರವೇರಿತು. ಅವರ ನಿಧನಕ್ಕೆ ಪಕ್ಷದ ಮುಖಂಡರು ಹಾಗೂ ಸಾಮಾಜಿಕ ಸಂಘಟನೆಗಳ ಪದಾಧಿಕಾರಿಗಳು ಸಂತಾಪ ಸೂಚಿಸಿದ್ದಾರೆ. — [29, 708, 193, 765]
laptop-photo — [180, 1188, 482, 1298]
masthead-city: ಬೆಂಗಳೂರು — [27, 34, 57, 43]
